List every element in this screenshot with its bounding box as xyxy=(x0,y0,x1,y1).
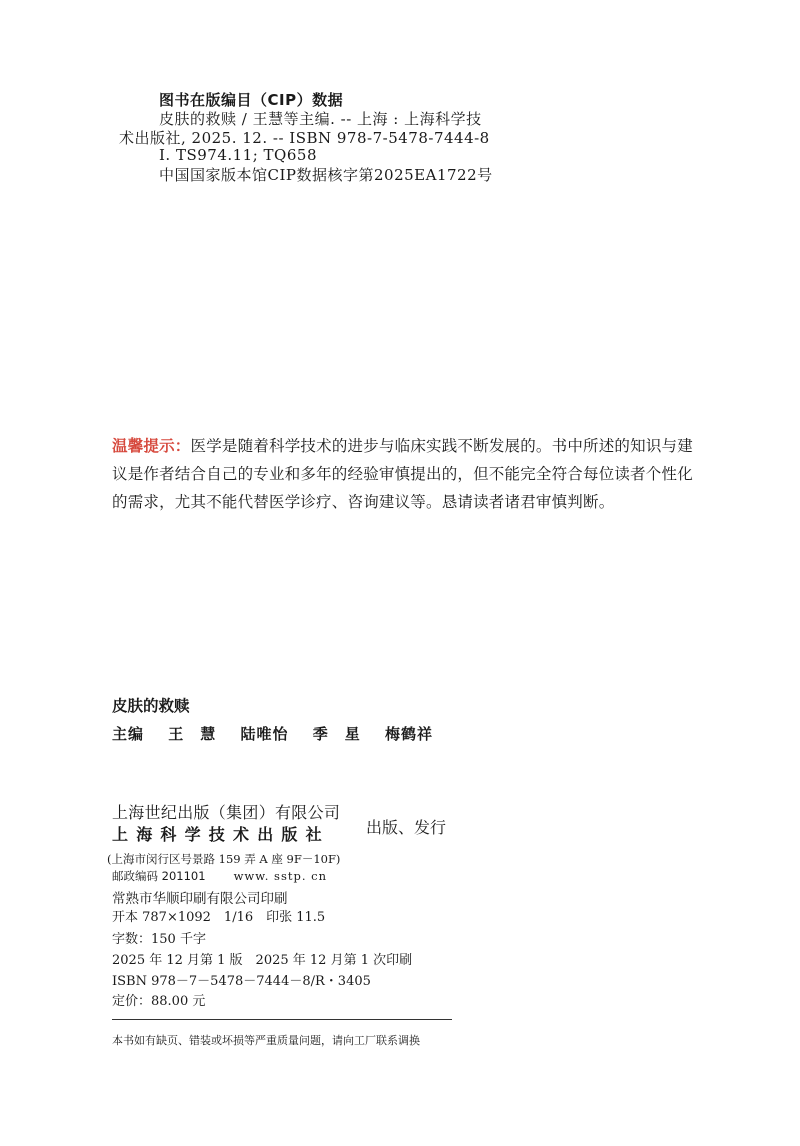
divider xyxy=(112,1019,452,1020)
cip-line-1: 皮肤的救赎 / 王慧等主编. -- 上海 : 上海科学技 xyxy=(159,110,482,128)
publisher-role: 出版、发行 xyxy=(366,818,447,837)
cip-line-3: Ⅰ. TS974.11; TQ658 xyxy=(159,146,317,164)
price: 定价：88.00 元 xyxy=(112,994,206,1009)
cip-line-4: 中国国家版本馆CIP数据核字第2025EA1722号 xyxy=(159,166,493,184)
editor-name: 陆唯怡 xyxy=(240,725,289,743)
cip-title: 图书在版编目（CIP）数据 xyxy=(159,91,344,109)
editors-line xyxy=(112,723,451,744)
postcode: 邮政编码 201101 xyxy=(112,869,206,883)
publisher-group-name: 上海世纪出版（集团）有限公司 xyxy=(112,803,341,822)
word-count: 字数：150 千字 xyxy=(112,932,206,947)
reminder-label: 温馨提示： xyxy=(112,437,191,455)
edition-info: 2025 年 12 月第 1 版 2025 年 12 月第 1 次印刷 xyxy=(112,953,413,968)
reminder-text: 医学是随着科学技术的进步与临床实践不断发展的。书中所述的知识与建议是作者结合自己的专业和多年的经验审慎提出的，但不能完全符合每位读者个性化的需求，尤其不能代替医学诊疗、咨询建议等。恳请读者诸君审慎判断。 xyxy=(112,437,693,511)
editors-label: 主编 xyxy=(112,725,145,743)
website: www. sstp. cn xyxy=(233,869,327,883)
reminder-paragraph xyxy=(112,432,702,516)
editor-name: 梅鹤祥 xyxy=(385,725,434,743)
postcode-line xyxy=(112,868,327,884)
cip-line-2: 术出版社, 2025. 12. -- ISBN 978-7-5478-7444-8 xyxy=(119,129,490,147)
quality-notice: 本书如有缺页、错装或坏损等严重质量问题，请向工厂联系调换 xyxy=(112,1034,420,1047)
printer: 常熟市华顺印刷有限公司印刷 xyxy=(112,891,288,907)
book-title: 皮肤的救赎 xyxy=(112,697,190,715)
editor-name: 季 星 xyxy=(312,725,361,743)
isbn: ISBN 978－7－5478－7444－8/R・3405 xyxy=(112,974,371,989)
publisher-address: (上海市闵行区号景路 159 弄 A 座 9F－10F) xyxy=(107,852,341,866)
publisher-name: 上海科学技术出版社 xyxy=(112,825,330,844)
editor-name: 王 慧 xyxy=(168,725,217,743)
format-info: 开本 787×1092 1/16 印张 11.5 xyxy=(112,910,326,925)
